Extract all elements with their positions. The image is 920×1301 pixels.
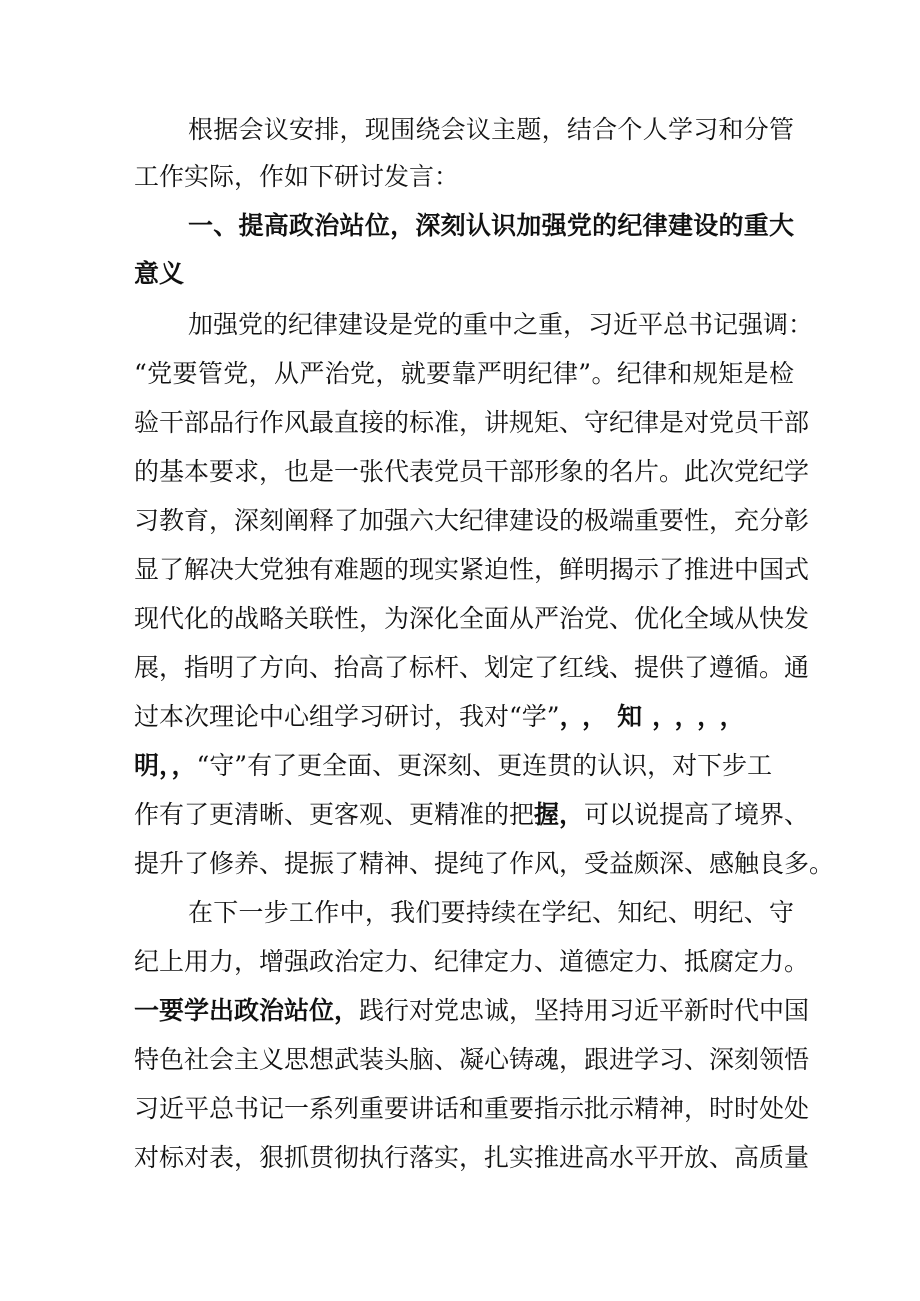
paragraph-3-line-3: [134, 988, 810, 1034]
paragraph-2-line-5: 习教育，深刻阐释了加强六大纪律建设的极端重要性，充分彰: [134, 506, 810, 535]
paragraph-2-line-6: 显了解决大党独有难题的现实紧迫性，鲜明揭示了推进中国式: [134, 555, 810, 584]
paragraph-3-line-4: 特色社会主义思想武装头脑、凝心铸魂，跟进学习、深刻领悟: [134, 1045, 810, 1074]
paragraph-2-line-11-text-b: 可以说提高了境界、: [584, 800, 810, 829]
paragraph-2-line-9-text: 过本次理论中心组学习研讨，我对“学”: [134, 702, 560, 731]
paragraph-2-line-12: 提升了修养、提振了精神、提纯了作风，受益颇深、感触良多。: [134, 849, 835, 878]
paragraph-3-line-3-text: 践行对党忠诚，坚持用习近平新时代中国: [359, 996, 810, 1025]
section-heading-line-1: 一、提高政治站位，深刻认识加强党的纪律建设的重大: [188, 211, 794, 240]
paragraph-2-line-10-text: “守”有了更全面、更深刻、更连贯的认识，对下步工: [196, 751, 773, 780]
paragraph-3-line-1: 在下一步工作中，我们要持续在学纪、知纪、明纪、守: [188, 898, 794, 927]
paragraph-3-line-2: 纪上用力，增强政治定力、纪律定力、道德定力、抵腐定力。: [134, 947, 810, 976]
paragraph-1-line-1: 根据会议安排，现围绕会议主题，结合个人学习和分管: [188, 115, 794, 144]
paragraph-2-line-7: 现代化的战略关联性，为深化全面从严治党、优化全域从快发: [134, 604, 810, 633]
paragraph-2-line-10: [134, 743, 794, 789]
paragraph-2-line-9: [134, 694, 794, 740]
paragraph-1-line-2: 工作实际，作如下研讨发言：: [134, 162, 460, 191]
section-heading-line-2: 意义: [134, 259, 185, 288]
paragraph-2-line-1: 加强党的纪律建设是党的重中之重，习近平总书记强调：: [188, 310, 814, 339]
paragraph-2-line-10-bold: 明，，: [134, 751, 197, 780]
paragraph-2-line-11: [134, 792, 810, 838]
paragraph-2-line-8: 展，指明了方向、抬高了标杆、划定了红线、提供了遵循。通: [134, 653, 810, 682]
paragraph-2-line-9-bold: ，，知，，，，: [559, 702, 755, 731]
paragraph-2-line-2: “党要管党，从严治党，就要靠严明纪律”。纪律和规矩是检: [134, 359, 794, 388]
paragraph-2-line-11-bold: 握，: [534, 800, 585, 829]
paragraph-3-line-3-bold: 一要学出政治站位，: [134, 996, 360, 1025]
paragraph-2-line-4: 的基本要求，也是一张代表党员干部形象的名片。此次党纪学: [134, 457, 810, 486]
paragraph-3-line-6: 对标对表，狠抓贯彻执行落实，扎实推进高水平开放、高质量: [134, 1143, 810, 1172]
paragraph-3-line-5: 习近平总书记一系列重要讲话和重要指示批示精神，时时处处: [134, 1094, 810, 1123]
paragraph-2-line-11-text-a: 作有了更清晰、更客观、更精准的把: [134, 800, 535, 829]
paragraph-2-line-3: 验干部品行作风最直接的标准，讲规矩、守纪律是对党员干部: [134, 408, 810, 437]
